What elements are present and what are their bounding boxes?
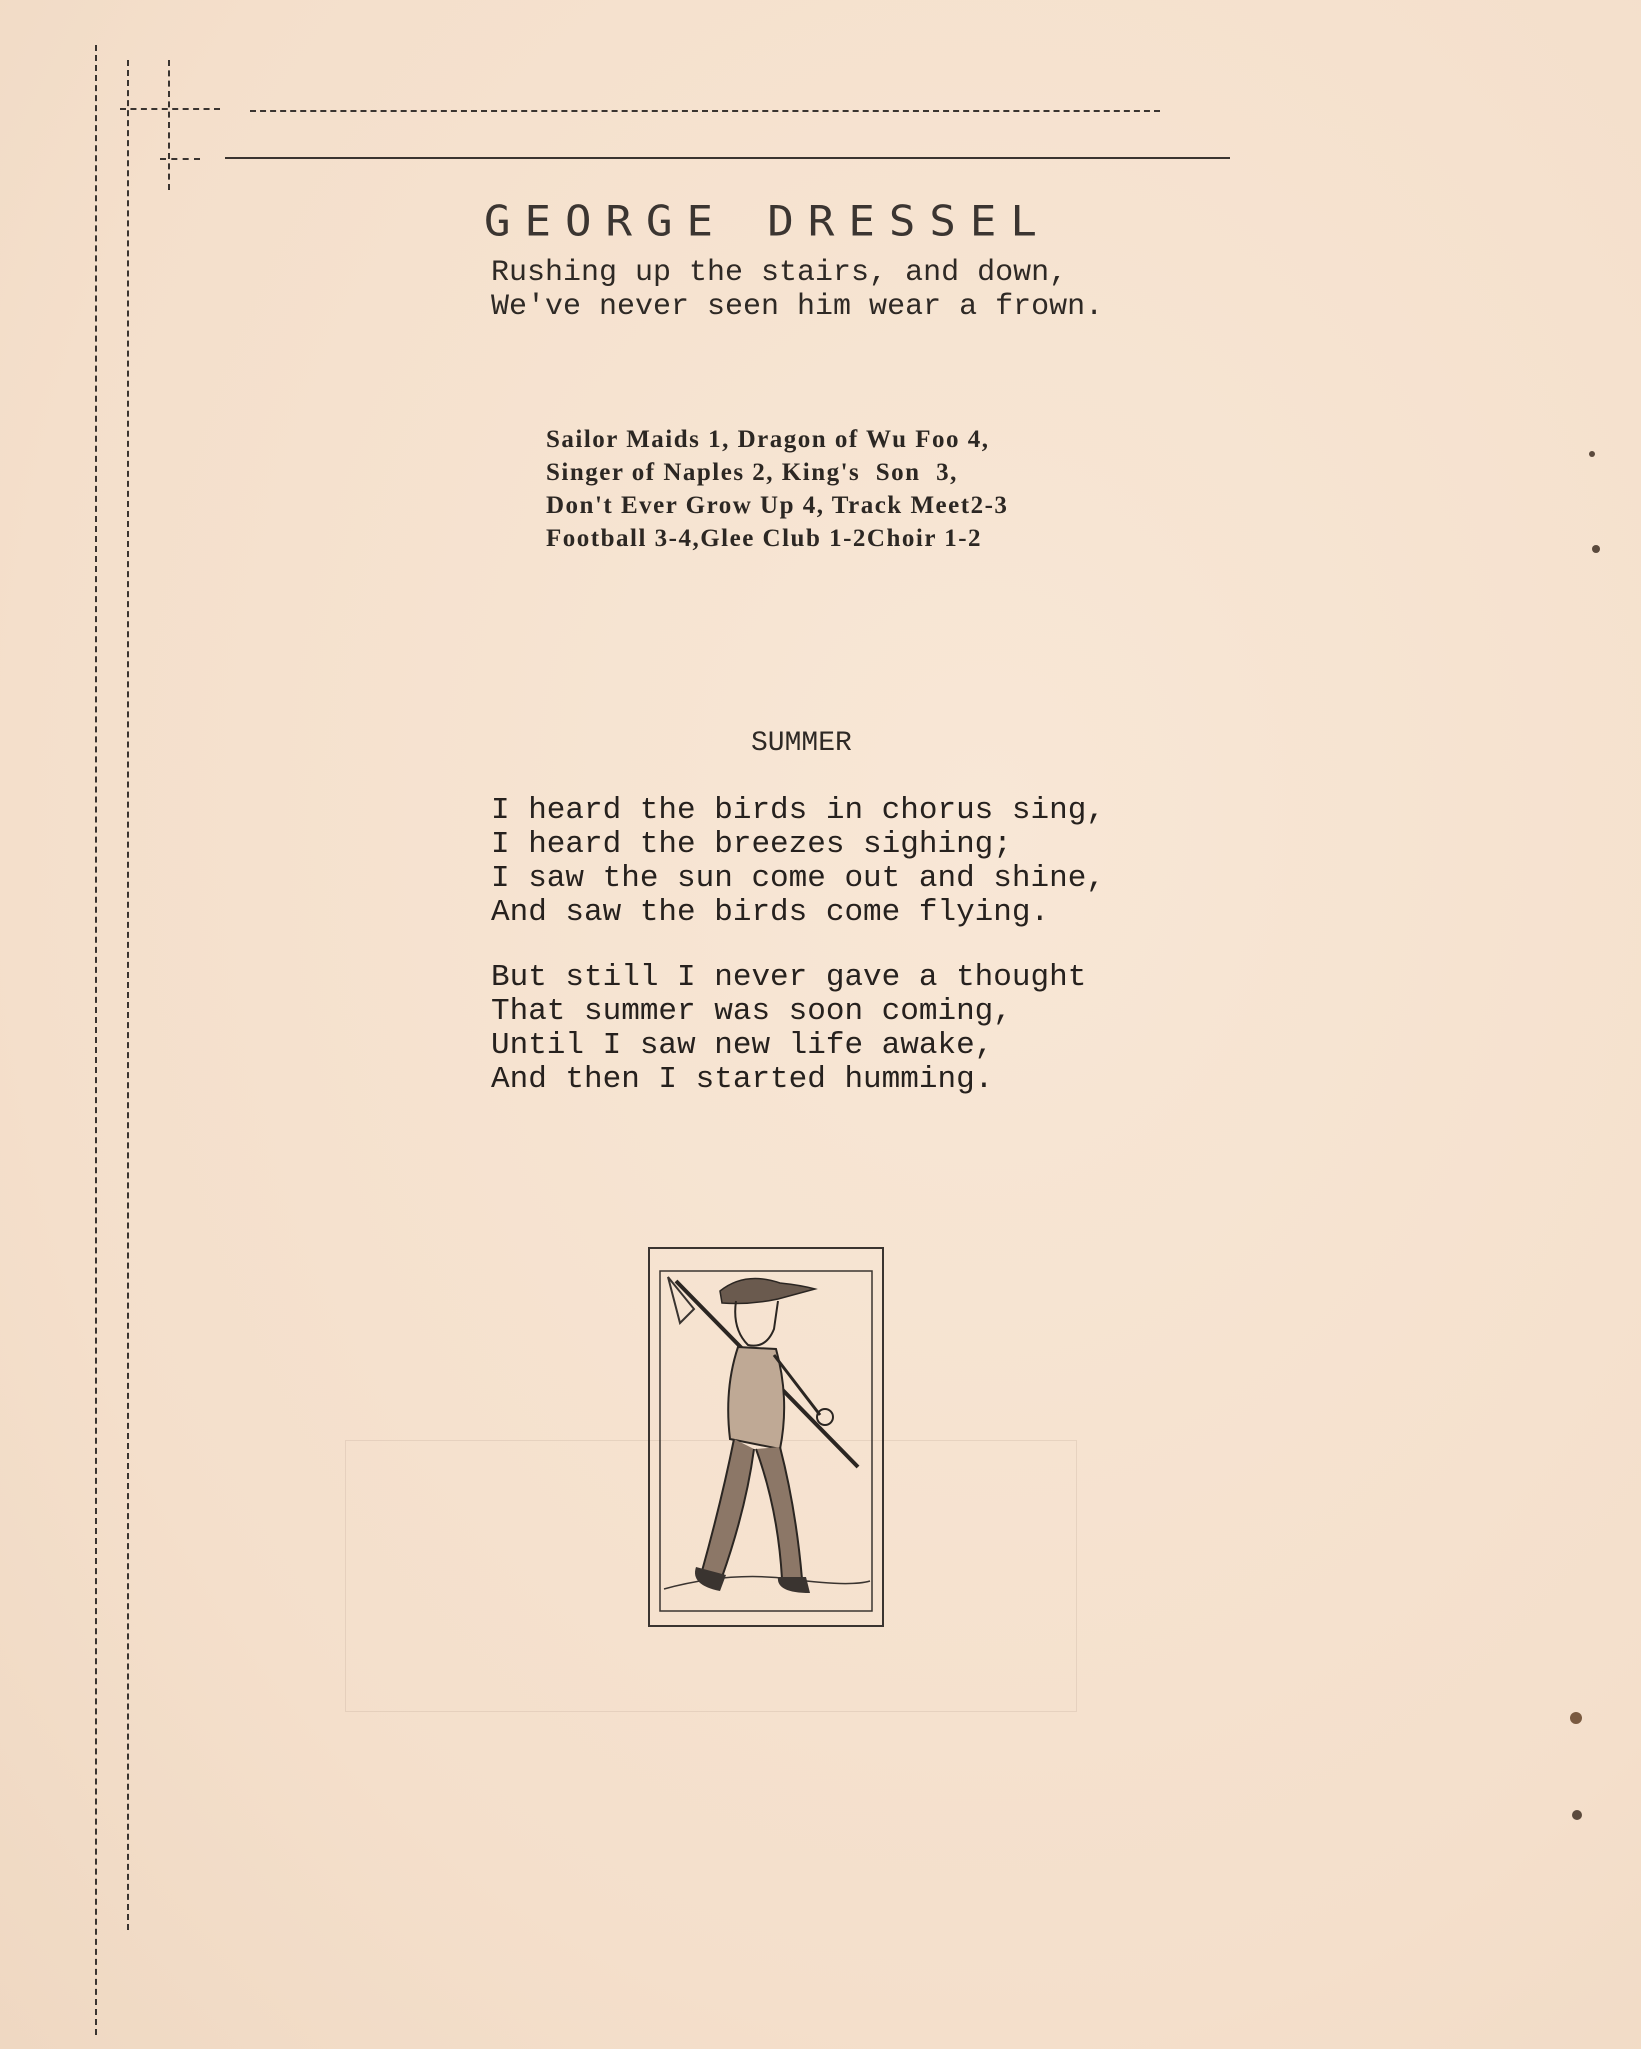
binder-hole-mark [1592,545,1600,553]
boy-with-fishing-pole-icon [648,1247,884,1627]
student-activities [546,423,1008,555]
poem-line: That summer was soon coming, [491,994,1012,1029]
poem-line: I heard the birds in chorus sing, [491,793,1105,828]
header-rule-bottom-long [225,157,1230,159]
poem-line: And then I started humming. [491,1062,994,1097]
couplet-line-1: Rushing up the stairs, and down, [491,256,1068,290]
poem-stanza-2 [491,961,1086,1097]
poem-line: And saw the birds come flying. [491,895,1050,930]
activities-line-1: Sailor Maids 1, Dragon of Wu Foo 4, [546,426,990,453]
poem-line: But still I never gave a thought [491,960,1087,995]
student-name: GEORGE DRESSEL [484,197,1051,246]
binder-hole-mark [1589,451,1595,457]
binder-hole-mark [1572,1810,1582,1820]
poem-line: I saw the sun come out and shine, [491,861,1105,896]
poem-title: SUMMER [751,728,852,759]
poem-stanza-1 [491,794,1105,930]
margin-rule-left-third [168,60,170,190]
student-couplet [491,256,1103,324]
header-rule-top-long [250,110,1160,112]
activities-line-4: Football 3-4,Glee Club 1-2Choir 1-2 [546,525,983,552]
header-rule-top [120,108,220,110]
margin-rule-left-outer [95,45,97,2035]
activities-line-2: Singer of Naples 2, King's Son 3, [546,459,958,486]
binder-hole-mark [1570,1712,1582,1724]
couplet-line-2: We've never seen him wear a frown. [491,290,1104,324]
poem-line: Until I saw new life awake, [491,1028,994,1063]
header-rule-bottom [160,158,200,160]
poem-line: I heard the breezes sighing; [491,827,1012,862]
margin-rule-left-inner [127,60,129,1930]
activities-line-3: Don't Ever Grow Up 4, Track Meet2-3 [546,492,1009,519]
